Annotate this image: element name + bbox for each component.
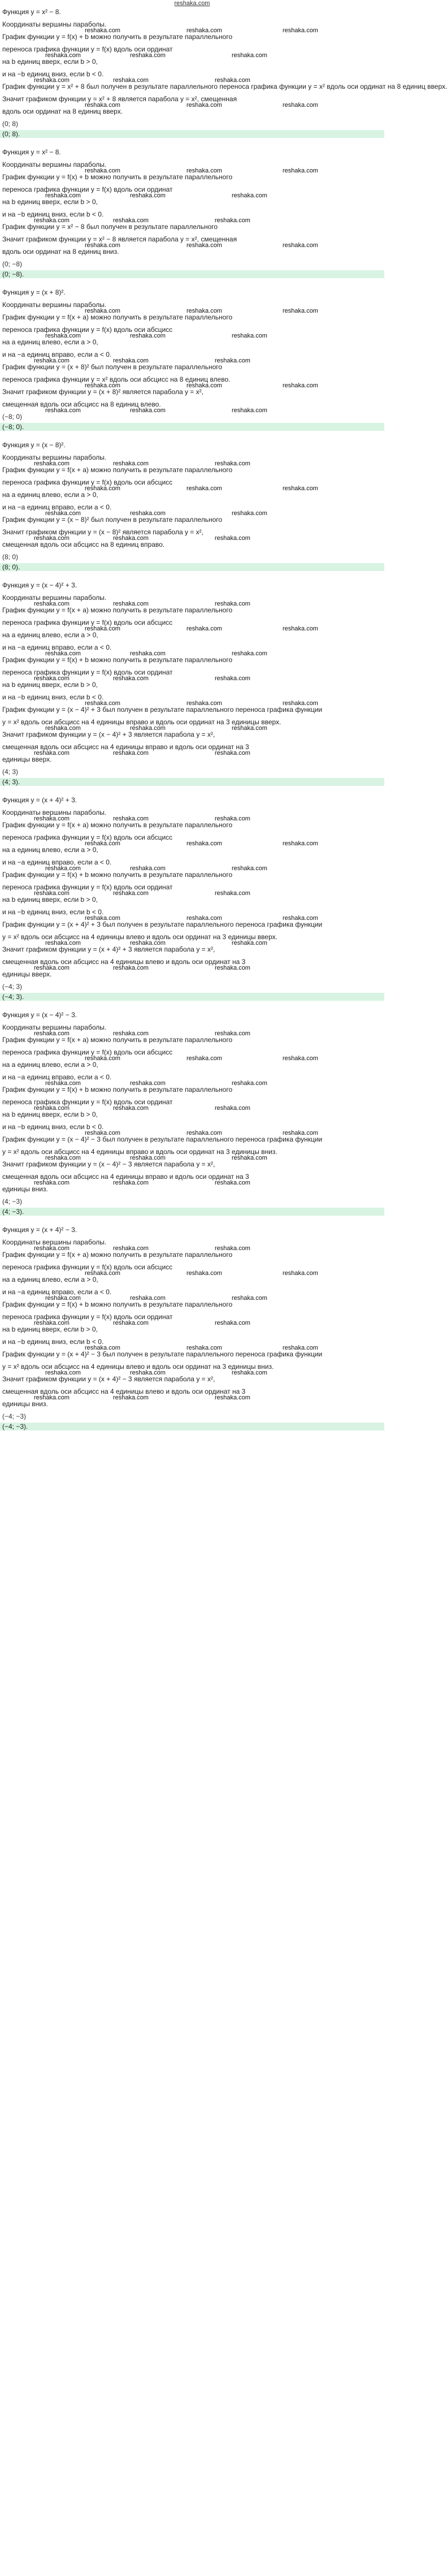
watermark-text: reshaka.com xyxy=(215,1179,250,1186)
watermark-text: reshaka.com xyxy=(215,1320,250,1326)
watermark-text: reshaka.com xyxy=(232,1155,267,1161)
solution-line: и на −a единиц вправо, если a < 0. xyxy=(2,503,112,511)
solution-line: График функции y = (x − 8)² был получен в результате параллельного xyxy=(2,516,223,524)
solution-line: Функция y = x² − 8. xyxy=(2,148,61,156)
watermark-text: reshaka.com xyxy=(186,840,222,847)
result-line: (0; −8). xyxy=(0,270,384,278)
watermark-text: reshaka.com xyxy=(113,890,149,897)
watermark-text: reshaka.com xyxy=(85,382,120,389)
solution-line: График функции y = f(x) + b можно получить в результате параллельного xyxy=(2,656,233,664)
solution-line: переноса графика функции y = f(x) вдоль оси абсцисс xyxy=(2,833,173,841)
solution-line: Значит графиком функции y = x² − 8 является парабола y = x², смещенная xyxy=(2,235,237,243)
solution-line: График функции y = f(x + a) можно получить в результате параллельного xyxy=(2,1251,233,1259)
solution-line: и на −a единиц вправо, если a < 0. xyxy=(2,858,112,866)
watermark-text: reshaka.com xyxy=(85,700,120,707)
watermark-text: reshaka.com xyxy=(34,965,70,971)
result-line: (0; 8). xyxy=(0,130,384,138)
watermark-text: reshaka.com xyxy=(113,357,149,364)
watermark-text: reshaka.com xyxy=(85,308,120,314)
watermark-text: reshaka.com xyxy=(34,675,70,682)
watermark-text: reshaka.com xyxy=(186,1270,222,1277)
watermark-text: reshaka.com xyxy=(232,650,267,657)
solution-line: на b единиц вверх, если b > 0, xyxy=(2,1325,98,1333)
watermark-text: reshaka.com xyxy=(232,1080,267,1087)
watermark-text: reshaka.com xyxy=(85,1055,120,1062)
solution-line: Функция y = x² − 8. xyxy=(2,8,61,16)
watermark-text: reshaka.com xyxy=(130,192,166,199)
solution-line: График функции y = f(x + a) можно получить в результате параллельного xyxy=(2,821,233,829)
solution-line: Функция y = (x − 4)² − 3. xyxy=(2,1011,77,1019)
watermark-text: reshaka.com xyxy=(283,1270,318,1277)
solution-line: и на −a единиц вправо, если a < 0. xyxy=(2,643,112,651)
watermark-text: reshaka.com xyxy=(232,510,267,517)
watermark-text: reshaka.com xyxy=(283,485,318,492)
watermark-text: reshaka.com xyxy=(85,27,120,34)
solution-line: График функции y = f(x) + b можно получить в результате параллельного xyxy=(2,173,233,181)
solution-line: График функции y = x² + 8 был получен в результате параллельного переноса графика функции y = x² вдоль оси ординат на 8 единиц вверх. xyxy=(2,83,447,90)
watermark-text: reshaka.com xyxy=(232,1369,267,1376)
solution-line: переноса графика функции y = f(x) вдоль оси ординат xyxy=(2,1098,173,1106)
solution-line: на b единиц вверх, если b > 0, xyxy=(2,198,98,206)
watermark-text: reshaka.com xyxy=(215,965,250,971)
watermark-text: reshaka.com xyxy=(283,700,318,707)
watermark-text: reshaka.com xyxy=(215,460,250,467)
watermark-text: reshaka.com xyxy=(45,725,81,732)
solution-line: смещенная вдоль оси абсцисс на 4 единицы вправо и вдоль оси ординат на 3 xyxy=(2,743,249,751)
solution-line: График функции y = (x + 4)² − 3 был получен в результате параллельного переноса графика функции xyxy=(2,1350,323,1358)
site-header-link[interactable]: reshaka.com xyxy=(174,0,210,7)
watermark-text: reshaka.com xyxy=(45,865,81,872)
watermark-text: reshaka.com xyxy=(130,725,166,732)
watermark-text: reshaka.com xyxy=(113,1394,149,1401)
watermark-text: reshaka.com xyxy=(232,407,267,414)
watermark-text: reshaka.com xyxy=(34,1394,70,1401)
solution-line: переноса графика функции y = f(x) вдоль оси абсцисс xyxy=(2,1263,173,1271)
watermark-text: reshaka.com xyxy=(45,1369,81,1376)
solution-line: переноса графика функции y = f(x) вдоль оси абсцисс xyxy=(2,619,173,626)
watermark-text: reshaka.com xyxy=(130,865,166,872)
solution-line: переноса графика функции y = f(x) вдоль оси абсцисс xyxy=(2,326,173,334)
solution-line: Значит графиком функции y = (x − 4)² + 3 является парабола y = x², xyxy=(2,731,215,738)
watermark-text: reshaka.com xyxy=(130,52,166,59)
watermark-text: reshaka.com xyxy=(45,650,81,657)
watermark-text: reshaka.com xyxy=(85,625,120,632)
solution-line: переноса графика функции y = f(x) вдоль оси ординат xyxy=(2,1313,173,1321)
solution-line: Координаты вершины параболы. xyxy=(2,594,107,602)
watermark-text: reshaka.com xyxy=(113,1030,149,1037)
solution-line: и на −a единиц вправо, если a < 0. xyxy=(2,1288,112,1296)
solution-line: Координаты вершины параболы. xyxy=(2,453,107,461)
watermark-text: reshaka.com xyxy=(45,1155,81,1161)
answer-line: (0; −8) xyxy=(2,260,23,268)
watermark-text: reshaka.com xyxy=(215,217,250,224)
solution-line: График функции y = f(x + a) можно получить в результате параллельного xyxy=(2,313,233,321)
solution-line: и на −a единиц вправо, если a < 0. xyxy=(2,1073,112,1081)
solution-line: единицы вверх. xyxy=(2,970,52,978)
watermark-text: reshaka.com xyxy=(34,217,70,224)
watermark-text: reshaka.com xyxy=(215,1394,250,1401)
watermark-text: reshaka.com xyxy=(186,167,222,174)
watermark-text: reshaka.com xyxy=(186,1130,222,1136)
watermark-text: reshaka.com xyxy=(113,675,149,682)
watermark-text: reshaka.com xyxy=(186,242,222,249)
solution-line: на b единиц вверх, если b > 0, xyxy=(2,58,98,66)
solution-line: Значит графиком функции y = (x + 4)² + 3 является парабола y = x², xyxy=(2,945,215,953)
watermark-text: reshaka.com xyxy=(130,332,166,339)
solution-line: Координаты вершины параболы. xyxy=(2,301,107,309)
watermark-text: reshaka.com xyxy=(45,52,81,59)
watermark-text: reshaka.com xyxy=(232,52,267,59)
watermark-text: reshaka.com xyxy=(215,675,250,682)
solution-line: смещенная вдоль оси абсцисс на 4 единицы влево и вдоль оси ординат на 3 xyxy=(2,1388,246,1395)
solution-line: на b единиц вверх, если b > 0, xyxy=(2,681,98,689)
watermark-text: reshaka.com xyxy=(34,535,70,542)
solution-line: Координаты вершины параболы. xyxy=(2,1023,107,1031)
solution-line: переноса графика функции y = f(x) вдоль оси ординат xyxy=(2,45,173,53)
solution-line: y = x² вдоль оси абсцисс на 4 единицы влево и вдоль оси ординат на 3 единицы вниз. xyxy=(2,1363,274,1371)
watermark-text: reshaka.com xyxy=(130,940,166,946)
watermark-text: reshaka.com xyxy=(186,485,222,492)
watermark-text: reshaka.com xyxy=(215,750,250,757)
watermark-text: reshaka.com xyxy=(283,242,318,249)
watermark-text: reshaka.com xyxy=(85,1270,120,1277)
watermark-text: reshaka.com xyxy=(232,940,267,946)
watermark-text: reshaka.com xyxy=(215,1030,250,1037)
watermark-text: reshaka.com xyxy=(34,1105,70,1112)
solution-line: Функция y = (x + 4)² − 3. xyxy=(2,1226,77,1234)
watermark-text: reshaka.com xyxy=(45,1295,81,1302)
solution-line: Функция y = (x + 4)² + 3. xyxy=(2,796,77,804)
watermark-text: reshaka.com xyxy=(186,915,222,922)
solution-line: График функции y = x² − 8 был получен в результате параллельного xyxy=(2,223,218,231)
watermark-text: reshaka.com xyxy=(34,815,70,822)
watermark-text: reshaka.com xyxy=(232,725,267,732)
watermark-text: reshaka.com xyxy=(85,1345,120,1351)
solution-line: Значит графиком функции y = x² + 8 является парабола y = x², смещенная xyxy=(2,95,237,103)
solution-line: График функции y = f(x + a) можно получить в результате параллельного xyxy=(2,606,233,614)
watermark-text: reshaka.com xyxy=(34,77,70,84)
watermark-text: reshaka.com xyxy=(215,890,250,897)
watermark-text: reshaka.com xyxy=(186,700,222,707)
watermark-text: reshaka.com xyxy=(186,1345,222,1351)
watermark-text: reshaka.com xyxy=(283,308,318,314)
solution-line: смещенная вдоль оси абсцисс на 4 единицы влево и вдоль оси ординат на 3 xyxy=(2,958,246,966)
solution-line: Значит графиком функции y = (x − 4)² − 3 является парабола y = x², xyxy=(2,1160,215,1168)
solution-line: Координаты вершины параболы. xyxy=(2,161,107,168)
watermark-text: reshaka.com xyxy=(113,1245,149,1252)
answer-line: (4; 3) xyxy=(2,768,19,776)
solution-line: и на −b единиц вниз, если b < 0. xyxy=(2,70,104,78)
solution-line: смещенная вдоль оси абсцисс на 4 единицы вправо и вдоль оси ординат на 3 xyxy=(2,1173,249,1181)
solution-line: y = x² вдоль оси абсцисс на 4 единицы вправо и вдоль оси ординат на 3 единицы вверх. xyxy=(2,718,281,726)
solution-line: на a единиц влево, если a > 0, xyxy=(2,631,98,639)
watermark-text: reshaka.com xyxy=(232,865,267,872)
watermark-text: reshaka.com xyxy=(113,1105,149,1112)
watermark-text: reshaka.com xyxy=(45,510,81,517)
watermark-text: reshaka.com xyxy=(113,1320,149,1326)
watermark-text: reshaka.com xyxy=(113,600,149,607)
watermark-text: reshaka.com xyxy=(215,77,250,84)
watermark-text: reshaka.com xyxy=(232,192,267,199)
watermark-text: reshaka.com xyxy=(283,915,318,922)
solution-line: График функции y = f(x) + b можно получить в результате параллельного xyxy=(2,33,233,41)
solution-line: График функции y = (x − 4)² + 3 был получен в результате параллельного переноса графика функции xyxy=(2,706,323,714)
watermark-text: reshaka.com xyxy=(85,1130,120,1136)
watermark-text: reshaka.com xyxy=(45,332,81,339)
watermark-text: reshaka.com xyxy=(283,1130,318,1136)
watermark-text: reshaka.com xyxy=(283,1345,318,1351)
solution-line: Координаты вершины параболы. xyxy=(2,809,107,816)
watermark-text: reshaka.com xyxy=(85,167,120,174)
solution-line: на a единиц влево, если a > 0, xyxy=(2,846,98,854)
solution-line: на a единиц влево, если a > 0, xyxy=(2,338,98,346)
watermark-text: reshaka.com xyxy=(283,382,318,389)
solution-line: на a единиц влево, если a > 0, xyxy=(2,1276,98,1283)
solution-line: и на −b единиц вниз, если b < 0. xyxy=(2,693,104,701)
solution-line: смещенная вдоль оси абсцисс на 8 единиц влево. xyxy=(2,400,161,408)
watermark-text: reshaka.com xyxy=(215,1245,250,1252)
solution-line: переноса графика функции y = f(x) вдоль оси ординат xyxy=(2,883,173,891)
solution-line: переноса графика функции y = f(x) вдоль оси ординат xyxy=(2,668,173,676)
solution-line: на a единиц влево, если a > 0, xyxy=(2,1061,98,1069)
answer-line: (−4; −3) xyxy=(2,1412,27,1420)
solution-line: График функции y = f(x) + b можно получить в результате параллельного xyxy=(2,1086,233,1093)
solution-line: Координаты вершины параболы. xyxy=(2,1238,107,1246)
solution-line: Координаты вершины параболы. xyxy=(2,20,107,28)
watermark-text: reshaka.com xyxy=(186,625,222,632)
solution-line: Значит графиком функции y = (x − 8)² является парабола y = x², xyxy=(2,528,203,536)
solution-line: Функция y = (x + 8)². xyxy=(2,288,66,296)
watermark-text: reshaka.com xyxy=(215,357,250,364)
solution-line: График функции y = (x + 8)² был получен в результате параллельного xyxy=(2,363,223,371)
solution-line: единицы вверх. xyxy=(2,755,52,763)
solution-line: единицы вниз. xyxy=(2,1185,48,1193)
watermark-text: reshaka.com xyxy=(45,1080,81,1087)
result-line: (−4; −3). xyxy=(0,1423,384,1430)
solution-line: Значит графиком функции y = (x + 8)² является парабола y = x², xyxy=(2,388,203,396)
watermark-text: reshaka.com xyxy=(34,890,70,897)
watermark-text: reshaka.com xyxy=(232,332,267,339)
watermark-text: reshaka.com xyxy=(283,27,318,34)
watermark-text: reshaka.com xyxy=(85,102,120,109)
watermark-text: reshaka.com xyxy=(113,460,149,467)
solution-line: y = x² вдоль оси абсцисс на 4 единицы вправо и вдоль оси ординат на 3 единицы вниз. xyxy=(2,1148,277,1156)
answer-line: (8; 0) xyxy=(2,553,19,561)
watermark-text: reshaka.com xyxy=(130,407,166,414)
watermark-text: reshaka.com xyxy=(85,242,120,249)
watermark-text: reshaka.com xyxy=(113,965,149,971)
watermark-text: reshaka.com xyxy=(130,1295,166,1302)
solution-line: и на −b единиц вниз, если b < 0. xyxy=(2,1338,104,1346)
watermark-text: reshaka.com xyxy=(186,1055,222,1062)
watermark-text: reshaka.com xyxy=(130,1080,166,1087)
watermark-text: reshaka.com xyxy=(283,1055,318,1062)
watermark-text: reshaka.com xyxy=(34,460,70,467)
watermark-text: reshaka.com xyxy=(215,815,250,822)
solution-line: График функции y = (x − 4)² − 3 был получен в результате параллельного переноса графика функции xyxy=(2,1135,323,1143)
watermark-text: reshaka.com xyxy=(130,650,166,657)
result-line: (−4; 3). xyxy=(0,993,384,1001)
watermark-text: reshaka.com xyxy=(85,485,120,492)
watermark-text: reshaka.com xyxy=(283,167,318,174)
result-line: (−8; 0). xyxy=(0,423,384,431)
solution-line: на a единиц влево, если a > 0, xyxy=(2,491,98,499)
watermark-text: reshaka.com xyxy=(215,535,250,542)
watermark-text: reshaka.com xyxy=(215,1105,250,1112)
watermark-text: reshaka.com xyxy=(45,940,81,946)
solution-line: и на −b единиц вниз, если b < 0. xyxy=(2,908,104,916)
result-line: (4; −3). xyxy=(0,1208,384,1216)
solution-line: Функция y = (x − 8)². xyxy=(2,441,66,449)
watermark-text: reshaka.com xyxy=(186,102,222,109)
solution-line: переноса графика функции y = f(x) вдоль оси абсцисс xyxy=(2,1048,173,1056)
watermark-text: reshaka.com xyxy=(186,382,222,389)
watermark-text: reshaka.com xyxy=(130,1369,166,1376)
solution-line: и на −b единиц вниз, если b < 0. xyxy=(2,210,104,218)
solution-line: вдоль оси ординат на 8 единиц вверх. xyxy=(2,107,123,115)
watermark-text: reshaka.com xyxy=(130,510,166,517)
solution-line: переноса графика функции y = f(x) вдоль оси абсцисс xyxy=(2,478,173,486)
solution-line: вдоль оси ординат на 8 единиц вниз. xyxy=(2,248,119,256)
answer-line: (4; −3) xyxy=(2,1198,23,1205)
watermark-text: reshaka.com xyxy=(34,1030,70,1037)
solution-line: и на −a единиц вправо, если a < 0. xyxy=(2,351,112,358)
watermark-text: reshaka.com xyxy=(34,600,70,607)
watermark-text: reshaka.com xyxy=(283,625,318,632)
solution-line: на b единиц вверх, если b > 0, xyxy=(2,1110,98,1118)
result-line: (8; 0). xyxy=(0,563,384,571)
watermark-text: reshaka.com xyxy=(186,27,222,34)
solution-line: смещенная вдоль оси абсцисс на 8 единиц вправо. xyxy=(2,541,165,548)
watermark-text: reshaka.com xyxy=(85,915,120,922)
watermark-text: reshaka.com xyxy=(232,1295,267,1302)
solution-line: График функции y = f(x) + b можно получить в результате параллельного xyxy=(2,871,233,879)
solution-line: График функции y = f(x + a) можно получить в результате параллельного xyxy=(2,466,233,474)
solution-line: переноса графика функции y = x² вдоль оси абсцисс на 8 единиц влево. xyxy=(2,375,231,383)
solution-line: Функция y = (x − 4)² + 3. xyxy=(2,581,77,589)
result-line: (4; 3). xyxy=(0,778,384,786)
solution-line: График функции y = f(x) + b можно получить в результате параллельного xyxy=(2,1300,233,1308)
solution-line: График функции y = f(x + a) можно получить в результате параллельного xyxy=(2,1036,233,1044)
solution-line: переноса графика функции y = f(x) вдоль оси ординат xyxy=(2,185,173,193)
watermark-text: reshaka.com xyxy=(113,217,149,224)
watermark-text: reshaka.com xyxy=(34,1245,70,1252)
watermark-text: reshaka.com xyxy=(85,840,120,847)
watermark-text: reshaka.com xyxy=(130,1155,166,1161)
answer-line: (−8; 0) xyxy=(2,413,23,421)
watermark-text: reshaka.com xyxy=(215,600,250,607)
watermark-text: reshaka.com xyxy=(113,1179,149,1186)
watermark-text: reshaka.com xyxy=(34,1179,70,1186)
watermark-text: reshaka.com xyxy=(113,750,149,757)
watermark-text: reshaka.com xyxy=(34,750,70,757)
watermark-text: reshaka.com xyxy=(45,192,81,199)
answer-line: (0; 8) xyxy=(2,120,19,128)
watermark-text: reshaka.com xyxy=(113,815,149,822)
solution-line: единицы вниз. xyxy=(2,1400,48,1408)
solution-line: Значит графиком функции y = (x + 4)² − 3 является парабола y = x², xyxy=(2,1375,215,1383)
watermark-text: reshaka.com xyxy=(283,102,318,109)
watermark-text: reshaka.com xyxy=(34,1320,70,1326)
solution-line: y = x² вдоль оси абсцисс на 4 единицы влево и вдоль оси ординат на 3 единицы вверх. xyxy=(2,933,277,941)
solution-line: и на −b единиц вниз, если b < 0. xyxy=(2,1123,104,1131)
watermark-text: reshaka.com xyxy=(113,535,149,542)
watermark-text: reshaka.com xyxy=(34,357,70,364)
watermark-text: reshaka.com xyxy=(113,77,149,84)
solution-line: на b единиц вверх, если b > 0, xyxy=(2,896,98,904)
answer-line: (−4; 3) xyxy=(2,983,23,991)
watermark-text: reshaka.com xyxy=(45,407,81,414)
watermark-text: reshaka.com xyxy=(283,840,318,847)
watermark-text: reshaka.com xyxy=(186,308,222,314)
solution-line: График функции y = (x + 4)² + 3 был получен в результате параллельного переноса графика функции xyxy=(2,920,323,928)
